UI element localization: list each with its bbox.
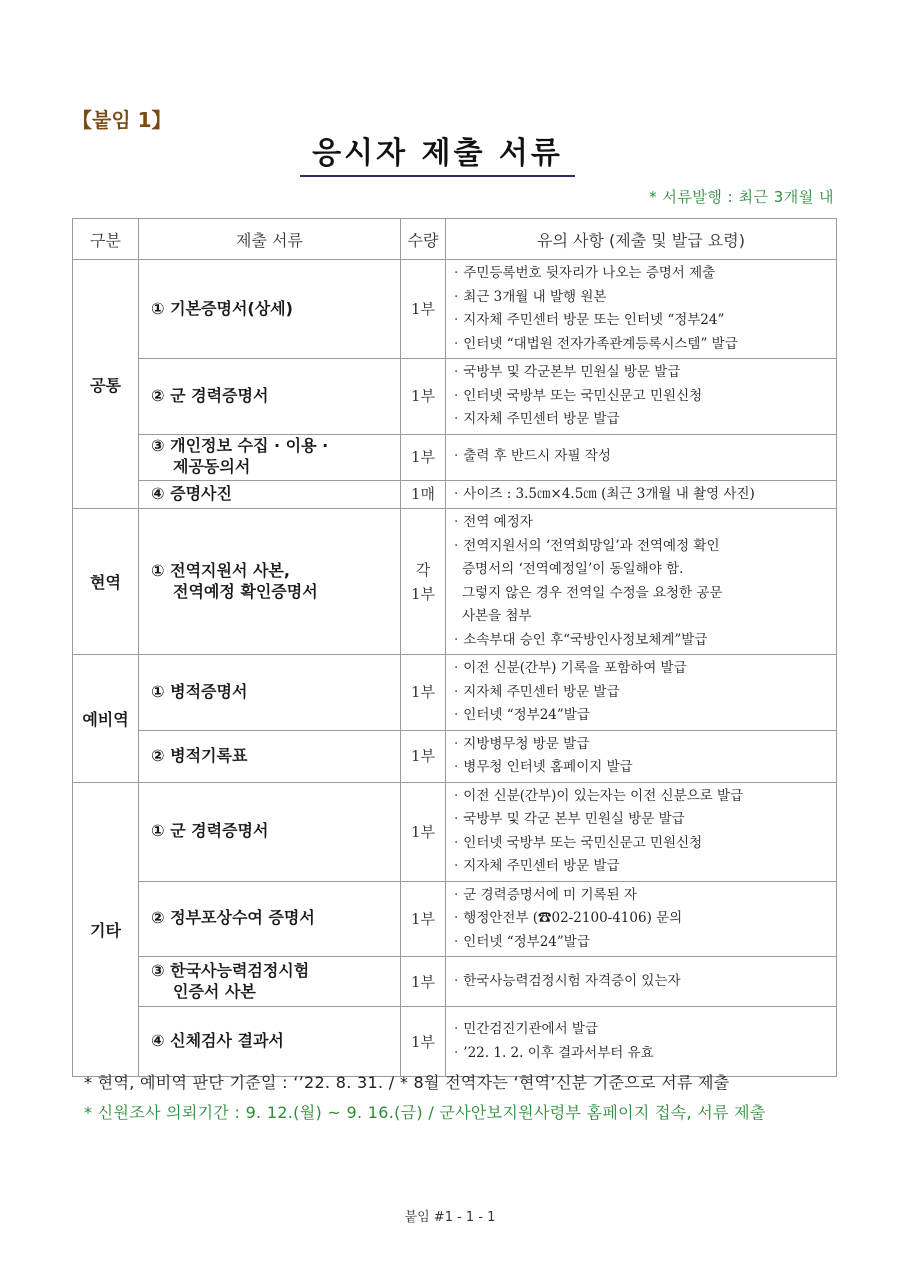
qty-cell: 1부 (401, 1007, 446, 1077)
note-item: · 인터넷 국방부 또는 국민신문고 민원신청 (454, 385, 836, 409)
page-title: 응시자 제출 서류 (312, 136, 563, 171)
note-item: 증명서의 ‘전역예정일’이 동일해야 함. (462, 561, 684, 577)
doc-discharge-application (139, 509, 401, 655)
table-row (73, 434, 837, 480)
table-row (73, 260, 837, 359)
table-row (73, 957, 837, 1007)
qty-line: 각 (415, 560, 431, 579)
table-row (73, 480, 837, 509)
note-item: · 전역 예정자 (454, 511, 836, 535)
qty-cell: 1부 (401, 359, 446, 435)
note-item: · 지자체 주민센터 방문 발급 (454, 855, 836, 879)
doc-line: 인증서 사본 (173, 981, 256, 1001)
qty-cell: 1부 (401, 730, 446, 782)
table-row (73, 655, 837, 731)
title-underline (300, 175, 575, 177)
table-row (73, 359, 837, 435)
qty-cell: 1부 (401, 782, 446, 881)
note-item: · 인터넷 “대법원 전자가족관계등록시스템” 발급 (454, 333, 836, 357)
doc-military-record-sheet: ② 병적기록표 (139, 730, 401, 782)
notes-cell (446, 359, 837, 435)
note-item: · ’22. 1. 2. 이후 결과서부터 유효 (454, 1042, 836, 1066)
note-item: · 이전 신분(간부)이 있는자는 이전 신분으로 발급 (454, 785, 836, 809)
attachment-label: 【붙임 1】 (72, 108, 172, 132)
notes-cell (446, 260, 837, 359)
doc-line: ③ 개인정보 수집 · 이용 · (151, 436, 329, 456)
doc-id-photo: ④ 증명사진 (139, 480, 401, 509)
issue-period-note: * 서류발행 : 최근 3개월 내 (649, 188, 834, 206)
notes-cell (446, 480, 837, 509)
qty-cell (401, 509, 446, 655)
doc-basic-certificate: ① 기본증명서(상세) (139, 260, 401, 359)
qty-cell: 1부 (401, 434, 446, 480)
section-active: 현역 (73, 509, 139, 655)
note-item: · 군 경력증명서에 미 기록된 자 (454, 884, 836, 908)
doc-medical-exam-result: ④ 신체검사 결과서 (139, 1007, 401, 1077)
note-item: · 민간검진기관에서 발급 (454, 1018, 836, 1042)
note-item: · 사이즈 : 3.5㎝×4.5㎝ (최근 3개월 내 촬영 사진) (454, 483, 836, 507)
qty-cell: 1부 (401, 655, 446, 731)
doc-government-award-certificate: ② 정부포상수여 증명서 (139, 881, 401, 957)
note-item: · 최근 3개월 내 발행 원본 (454, 286, 836, 310)
notes-cell (446, 881, 837, 957)
note-item: · 주민등록번호 뒷자리가 나오는 증명서 제출 (454, 262, 836, 286)
note-item: · 행정안전부 (☎02-2100-4106) 문의 (454, 907, 836, 931)
note-item: · 국방부 및 각군본부 민원실 방문 발급 (454, 361, 836, 385)
doc-line: 제공동의서 (173, 457, 251, 476)
table-row (73, 782, 837, 881)
note-item: 그렇지 않은 경우 전역일 수정을 요청한 공문 (462, 584, 723, 601)
doc-privacy-consent (139, 434, 401, 480)
notes-cell (446, 509, 837, 655)
table-row (73, 881, 837, 957)
section-common: 공통 (73, 260, 139, 509)
note-item: · 인터넷 “정부24”발급 (454, 704, 836, 728)
qty-line: 1부 (410, 584, 436, 603)
note-item: · 전역지원서의 ‘전역희망일’과 전역예정 확인 (454, 535, 836, 559)
table-header-row (73, 219, 837, 260)
note-item: · 소속부대 승인 후“국방인사정보체계”발급 (454, 629, 836, 653)
table-row (73, 730, 837, 782)
page-number: 붙임 #1 - 1 - 1 (404, 1210, 496, 1225)
doc-line: ① 전역지원서 사본, (151, 560, 290, 580)
notes-cell (446, 1007, 837, 1077)
qty-cell: 1부 (401, 881, 446, 957)
table-row (73, 509, 837, 655)
doc-line: ③ 한국사능력검정시험 (151, 960, 310, 980)
notes-cell (446, 434, 837, 480)
footnote-background-check: * 신원조사 의뢰기간 : 9. 12.(월) ~ 9. 16.(금) / 군사안보지원사령부 홈페이지 접속, 서류 제출 (84, 1103, 766, 1122)
qty-cell: 1부 (401, 260, 446, 359)
doc-military-career-certificate-other: ① 군 경력증명서 (139, 782, 401, 881)
doc-korean-history-certificate (139, 957, 401, 1007)
notes-cell (446, 655, 837, 731)
section-reserve: 예비역 (73, 655, 139, 783)
note-item: · 병무청 인터넷 홈페이지 발급 (454, 756, 836, 780)
note-item: · 이전 신분(간부) 기록을 포함하여 발급 (454, 657, 836, 681)
doc-line: 전역예정 확인증명서 (173, 581, 318, 601)
note-item: · 지자체 주민센터 방문 또는 인터넷 “정부24” (454, 309, 836, 333)
note-item: · 국방부 및 각군 본부 민원실 방문 발급 (454, 808, 836, 832)
footnote-reference-date: * 현역, 예비역 판단 기준일 : ‘’22. 8. 31. / * 8월 전역자는 ‘현역’신분 기준으로 서류 제출 (84, 1073, 730, 1092)
header-category: 구분 (73, 219, 139, 260)
note-item: 사본을 첨부 (462, 608, 532, 624)
note-item: · 지자체 주민센터 방문 발급 (454, 681, 836, 705)
doc-military-record-certificate: ① 병적증명서 (139, 655, 401, 731)
table-row (73, 1007, 837, 1077)
header-document: 제출 서류 (139, 219, 401, 260)
note-item: · 지자체 주민센터 방문 발급 (454, 408, 836, 432)
section-other: 기타 (73, 782, 139, 1077)
note-item: · 인터넷 국방부 또는 국민신문고 민원신청 (454, 832, 836, 856)
qty-cell: 1부 (401, 957, 446, 1007)
notes-cell (446, 957, 837, 1007)
note-item: · 한국사능력검정시험 자격증이 있는자 (454, 970, 836, 994)
doc-military-career-certificate: ② 군 경력증명서 (139, 359, 401, 435)
note-item: · 출력 후 반드시 자필 작성 (454, 445, 836, 469)
header-notes: 유의 사항 (제출 및 발급 요령) (446, 219, 837, 260)
notes-cell (446, 782, 837, 881)
qty-cell: 1매 (401, 480, 446, 509)
note-item: · 지방병무청 방문 발급 (454, 733, 836, 757)
notes-cell (446, 730, 837, 782)
submission-documents-table (72, 218, 837, 1077)
note-item: · 인터넷 “정부24”발급 (454, 931, 836, 955)
header-quantity: 수량 (401, 219, 446, 260)
